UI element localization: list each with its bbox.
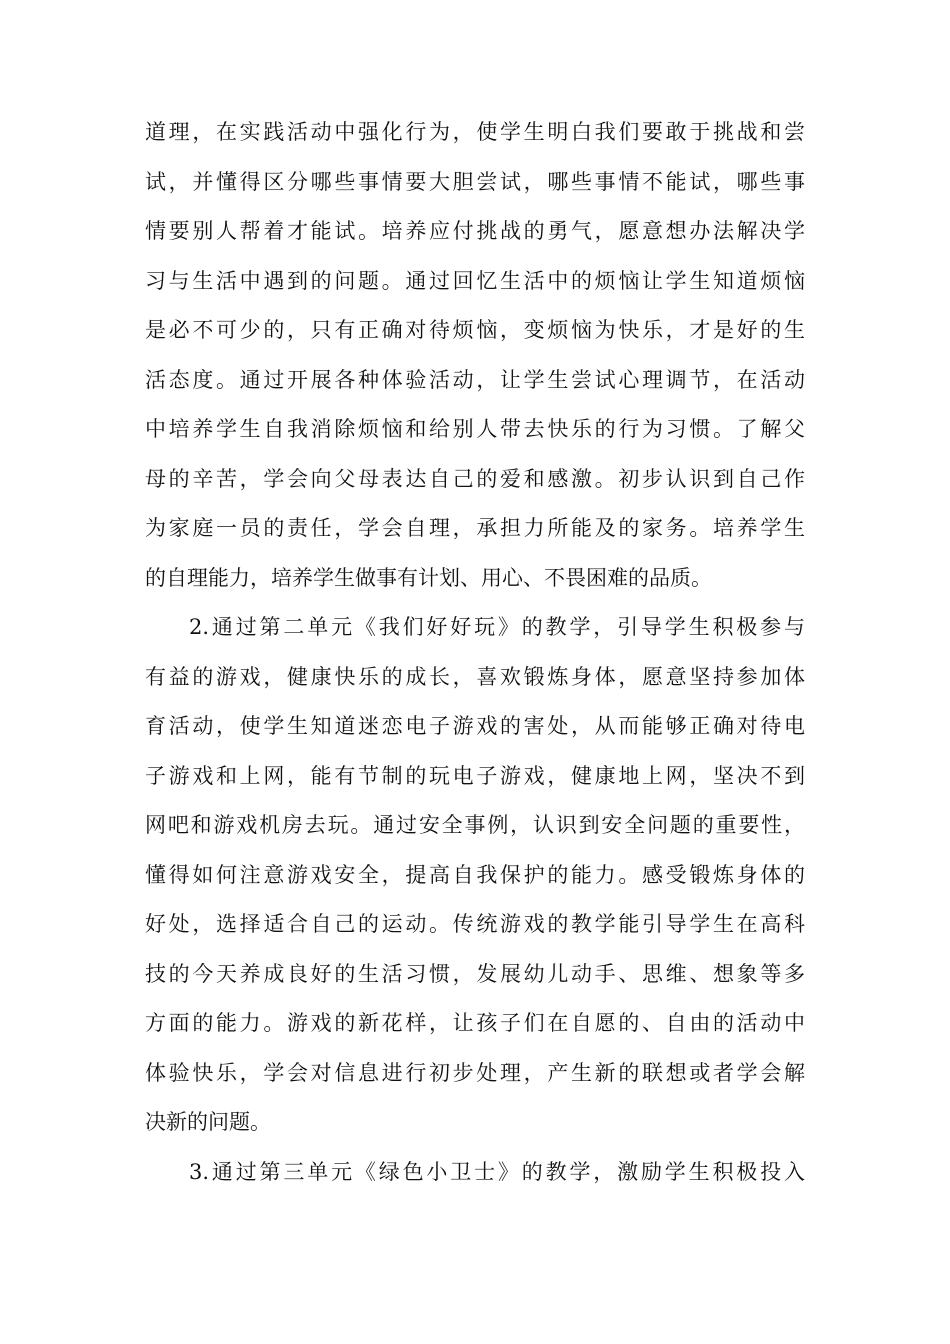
text-line: 活态度。通过开展各种体验活动，让学生尝试心理调节，在活动 [145,367,805,392]
text-line: 体验快乐，学会对信息进行初步处理，产生新的联想或者学会解 [145,1060,805,1085]
text-line: 道理，在实践活动中强化行为，使学生明白我们要敢于挑战和尝 [145,120,805,144]
text-line: 习与生活中遇到的问题。通过回忆生活中的烦恼让学生知道烦恼 [145,268,805,293]
paragraph-3 [145,1148,805,1198]
text-line: 母的辛苦，学会向父母表达自己的爱和感激。初步认识到自己作 [145,466,805,491]
text-line: 3.通过第三单元《绿色小卫士》的教学，激励学生积极投入 [189,1159,805,1184]
document-page [145,108,805,1197]
text-line: 决新的问题。 [145,1110,271,1134]
text-line: 好处，选择适合自己的运动。传统游戏的教学能引导学生在高科 [145,912,805,936]
text-line: 为家庭一员的责任，学会自理，承担力所能及的家务。培养学生 [145,516,805,540]
text-line: 育活动，使学生知道迷恋电子游戏的害处，从而能够正确对待电 [145,714,805,738]
text-line: 懂得如何注意游戏安全，提高自我保护的能力。感受锻炼身体的 [145,862,805,887]
text-line: 的自理能力，培养学生做事有计划、用心、不畏困难的品质。 [145,565,712,590]
text-line: 试，并懂得区分哪些事情要大胆尝试，哪些事情不能试，哪些事 [145,169,805,194]
text-line: 情要别人帮着才能试。培养应付挑战的勇气，愿意想办法解决学 [145,219,805,243]
paragraph-2 [145,603,805,1148]
text-line: 网吧和游戏机房去玩。通过安全事例，认识到安全问题的重要性， [145,813,805,837]
text-line: 方面的能力。游戏的新花样，让孩子们在自愿的、自由的活动中 [145,1011,805,1035]
text-line: 是必不可少的，只有正确对待烦恼，变烦恼为快乐，才是好的生 [145,318,805,342]
text-line: 有益的游戏，健康快乐的成长，喜欢锻炼身体，愿意坚持参加体 [145,664,805,689]
paragraph-1 [145,108,805,603]
text-line: 2.通过第二单元《我们好好玩》的教学，引导学生积极参与 [189,615,805,639]
text-line: 子游戏和上网，能有节制的玩电子游戏，健康地上网，坚决不到 [145,763,805,788]
text-line: 中培养学生自我消除烦恼和给别人带去快乐的行为习惯。了解父 [145,417,805,441]
text-line: 技的今天养成良好的生活习惯，发展幼儿动手、思维、想象等多 [145,961,805,986]
